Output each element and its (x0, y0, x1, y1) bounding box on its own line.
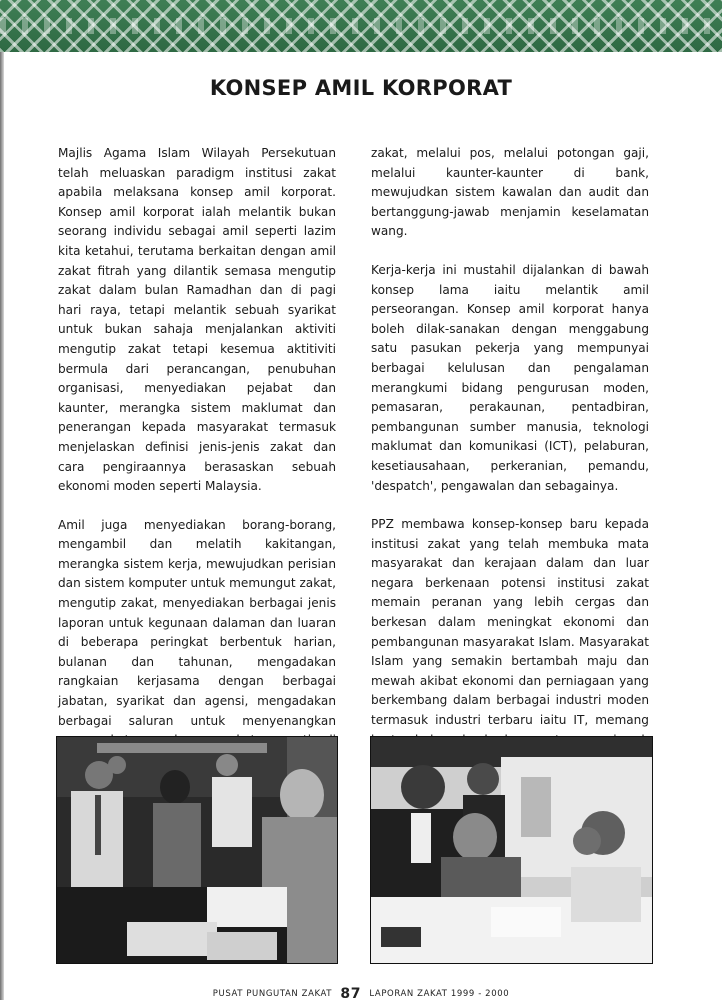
page-title: KONSEP AMIL KORPORAT (209, 76, 513, 100)
paragraph: Majlis Agama Islam Wilayah Persekutuan telah meluaskan paradigm institusi zakat apabila melaksana konsep amil korporat. Konsep amil korporat ialah melantik bukan seorang individu sebagai amil seperti lazim kita ketahui, terutama berkaitan dengan amil zakat fitrah yang dilantik semasa mengutip zakat dalam bulan Ramadhan dan di pagi hari raya, tetapi melantik sebuah syarikat untuk bukan sahaja menjalankan aktiviti mengutip zakat tetapi kesemua aktitiviti bermula dari perancangan, penubuhan organisasi, menyediakan pejabat dan kaunter, merangka sistem maklumat dan penerangan kepada masyarakat termasuk menjelaskan definisi jenis-jenis zakat dan cara pengiraannya berasaskan sebuah ekonomi moden seperti Malaysia. (58, 146, 336, 494)
photo-zakat-counter (56, 736, 338, 964)
paragraph: Kerja-kerja ini mustahil dijalankan di bawah konsep lama iaitu melantik amil perseorangan. Konsep amil korporat hanya boleh dilak-sanakan dengan menggabung satu pasukan pekerja yang mempunyai berbagai kelulusan dan pengalaman merangkumi bidang pengurusan moden, pemasaran, perakaunan, pentadbiran, pembangunan sumber manusia, teknologi maklumat dan komunikasi (ICT), pelaburan, kesetiausahaan, perkeranian, pemandu, 'despatch', pengawalan dan sebagainya. (371, 262, 649, 493)
paragraph: PPZ membawa konsep-konsep baru kepada institusi zakat yang telah membuka mata masyarakat dan kerajaan dalam dan luar negara berkenaan potensi institusi zakat memain peranan yang lebih cergas dan berkesan dalam meningkat ekonomi dan pembangunan masyarakat Islam. Masyarakat Islam yang semakin bertambah maju dan mewah akibat ekonomi dan perniagaan yang berkembang dalam berbagai industri moden termasuk industri terbaru iaitu IT, memang (371, 517, 649, 728)
right-text-column (371, 144, 649, 789)
left-text-column (58, 144, 336, 789)
decorative-header-band (0, 0, 722, 52)
photo-zakat-service-desk (370, 736, 653, 964)
paragraph: zakat, melalui pos, melalui potongan gaji, melalui kaunter-kaunter di bank, mewujudkan sistem kawalan dan audit dan bertanggung-jawab menjamin keselamatan wang. (371, 146, 649, 239)
page-number: 87 (340, 986, 362, 1002)
paragraph: Amil juga menyediakan borang-borang, mengambil dan melatih kakitangan, merangka sistem kerja, mewujudkan perisian dan sistem komputer untuk memungut zakat, mengutip zakat, menyediakan berbagai jenis laporan untuk kegunaan dalaman dan luaran di beberapa peringkat berbentuk harian, bulanan dan tahunan, mengadakan rangkaian kerjasama dengan berbagai jabatan, syarikat dan agensi, mengadakan berbagai saluran untuk menyenangkan (58, 517, 336, 728)
footer-organization: PUSAT PUNGUTAN ZAKAT (212, 989, 333, 999)
footer-report-title: LAPORAN ZAKAT 1999 - 2000 (369, 989, 510, 999)
page-binding-edge (0, 52, 4, 1000)
